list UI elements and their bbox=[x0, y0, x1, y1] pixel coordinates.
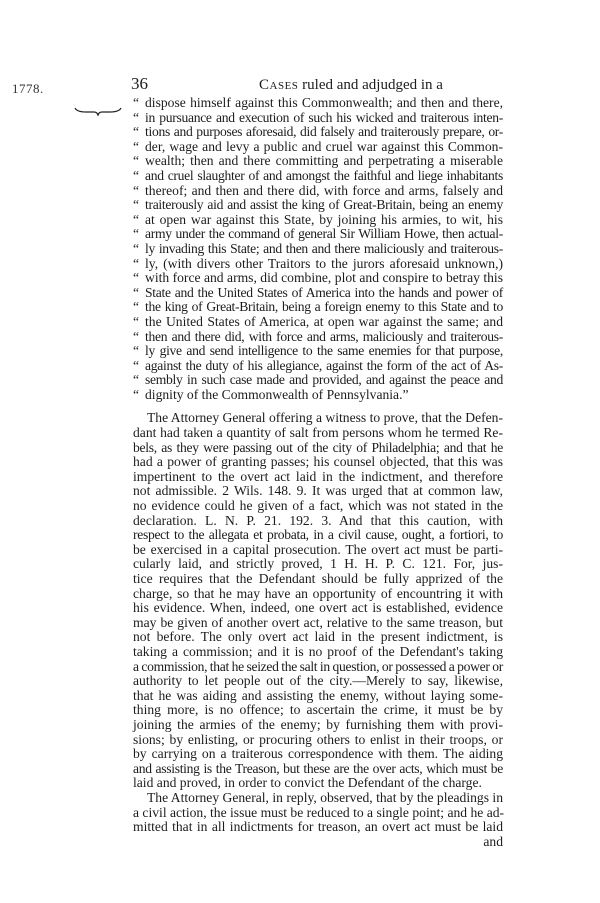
line-text: ly invading this State; and then and there maliciously and traiterous- bbox=[145, 240, 503, 256]
line-text: no evidence could he given of a fact, which was not stated in the bbox=[133, 498, 503, 514]
text-line bbox=[133, 528, 503, 543]
line-text: impertinent to the overt act laid in the indictment, and therefore bbox=[133, 468, 503, 484]
text-line bbox=[133, 470, 503, 485]
quote-mark: “ bbox=[133, 211, 140, 227]
paragraph-1 bbox=[133, 411, 503, 790]
margin-brace-icon bbox=[74, 106, 122, 116]
quote-mark: “ bbox=[133, 328, 139, 344]
running-head bbox=[259, 76, 443, 94]
quote-mark: “ bbox=[133, 226, 139, 242]
text-line bbox=[133, 426, 503, 441]
text-line bbox=[133, 184, 503, 199]
line-text: the United States of America, at open war against the same; and bbox=[145, 313, 503, 329]
text-line bbox=[133, 484, 503, 499]
quote-mark: “ bbox=[133, 372, 139, 388]
paragraph-2 bbox=[133, 791, 503, 835]
text-line bbox=[133, 645, 503, 660]
quote-mark: “ bbox=[133, 313, 140, 329]
line-text: authority to let people out of the city.—Merely to say, likewise, bbox=[133, 673, 503, 689]
text-line bbox=[133, 514, 503, 529]
quote-mark: “ bbox=[133, 182, 140, 198]
quote-mark: “ bbox=[133, 240, 139, 256]
text-line bbox=[133, 169, 503, 184]
line-text: ly, (with divers other Traitors to the jurors aforesaid unknown,) bbox=[145, 255, 503, 271]
text-line bbox=[133, 271, 503, 286]
margin-note: 1778. bbox=[12, 81, 44, 96]
line-text: not admissible. 2 Wils. 148. 9. It was urged that at common law, bbox=[133, 483, 503, 499]
text-line bbox=[133, 499, 503, 514]
line-text: that he was aiding and assisting the enemy, without laying some- bbox=[133, 687, 503, 703]
line-text: may be given of another overt act, relative to the same treason, but bbox=[133, 614, 503, 630]
quote-mark: “ bbox=[133, 197, 139, 213]
line-text: The Attorney General offering a witness to prove, that the Defen- bbox=[147, 410, 503, 426]
line-text: had a power of granting passes; his counsel objected, that this was bbox=[133, 454, 503, 470]
text-line bbox=[133, 616, 503, 631]
text-line bbox=[133, 300, 503, 315]
running-head-rest: ruled and adjudged in a bbox=[298, 77, 443, 93]
text-line bbox=[133, 441, 503, 456]
quote-mark: “ bbox=[133, 138, 140, 154]
line-text: traiterously aid and assist the king of Great-Britain, being an enemy bbox=[145, 197, 503, 213]
text-line bbox=[133, 747, 503, 762]
line-text: dignity of the Commonwealth of Pennsylvania.” bbox=[145, 386, 409, 402]
line-text: sembly in such case made and provided, and against the peace and bbox=[145, 372, 503, 388]
text-line bbox=[133, 198, 503, 213]
quote-mark: “ bbox=[133, 343, 139, 359]
text-line bbox=[133, 257, 503, 272]
text-line bbox=[133, 660, 503, 675]
text-line bbox=[133, 154, 503, 169]
line-text: in pursuance and execution of such his wicked and traiterous inten- bbox=[145, 109, 503, 125]
line-text: dispose himself against this Commonwealth; and then and there, bbox=[145, 95, 503, 110]
quote-mark: “ bbox=[133, 153, 140, 169]
line-text: respect to the allegata et probata, in a civil cause, ought, a fortiori, to bbox=[133, 527, 503, 543]
line-text: taking a commission; and it is no proof of the Defendant's taking bbox=[133, 643, 503, 659]
line-text: dant had taken a quantity of salt from persons whom he termed Re- bbox=[133, 425, 503, 441]
quote-mark: “ bbox=[133, 167, 139, 183]
text-line bbox=[133, 587, 503, 602]
text-line bbox=[133, 733, 503, 748]
line-text: State and the United States of America into the hands and power of bbox=[145, 284, 503, 300]
text-line bbox=[133, 411, 503, 426]
line-text: thereof; and then and there did, with force and arms, falsely and bbox=[145, 182, 503, 198]
text-line bbox=[133, 718, 503, 733]
quote-mark: “ bbox=[133, 386, 140, 402]
text-line bbox=[133, 820, 503, 835]
line-text: charge, so that he may have an opportunity of encountring it with bbox=[133, 585, 503, 601]
text-line bbox=[133, 762, 503, 777]
text-line bbox=[133, 242, 503, 257]
text-line bbox=[133, 388, 503, 403]
line-text: sions; by enlisting, or procuring others to enlist in their troops, or bbox=[133, 731, 503, 747]
line-text: be exercised in a capital prosecution. The overt act must be parti- bbox=[133, 541, 503, 557]
line-text: bels, as they were passing out of the city of Philadelphia; and that he bbox=[133, 439, 503, 455]
line-text: and cruel slaughter of and amongst the faithful and liege inhabitants bbox=[145, 167, 503, 183]
text-line bbox=[133, 111, 503, 126]
text-line bbox=[133, 213, 503, 228]
quoted-indictment bbox=[133, 96, 503, 402]
text-line bbox=[133, 703, 503, 718]
quote-mark: “ bbox=[133, 109, 139, 125]
text-line bbox=[133, 674, 503, 689]
line-text: tions and purposes aforesaid, did falsely and traiterously prepare, or- bbox=[145, 124, 503, 140]
catchword: and bbox=[483, 833, 503, 849]
text-line bbox=[133, 630, 503, 645]
line-text: with force and arms, did combine, plot and conspire to betray this bbox=[145, 270, 503, 286]
page-header bbox=[131, 74, 501, 94]
line-text: declaration. L. N. P. 21. 192. 3. And that this caution, with bbox=[133, 512, 503, 528]
line-text: wealth; then and there committing and perpetrating a miserable bbox=[145, 153, 503, 169]
text-line bbox=[133, 572, 503, 587]
text-line bbox=[133, 373, 503, 388]
line-text: ly give and send intelligence to the same enemies for that purpose, bbox=[145, 343, 503, 359]
quote-mark: “ bbox=[133, 124, 139, 140]
line-text: army under the command of general Sir William Howe, then actual- bbox=[145, 226, 503, 242]
line-text: a commission, that he seized the salt in question, or possessed a power or bbox=[133, 658, 503, 674]
line-text: his evidence. When, indeed, one overt act is established, evidence bbox=[133, 600, 503, 616]
page-number: 36 bbox=[131, 74, 148, 93]
line-text: then and there did, with force and arms, maliciously and traiterous- bbox=[145, 328, 503, 344]
line-text: by carrying on a traiterous correspondence with them. The aiding bbox=[133, 746, 503, 762]
quote-mark: “ bbox=[133, 357, 139, 373]
line-text: and assisting is the Treason, but these are the over acts, which must be bbox=[133, 760, 503, 776]
text-line bbox=[133, 227, 503, 242]
line-text: the king of Great-Britain, being a foreign enemy to this State and to bbox=[145, 299, 503, 315]
text-line bbox=[133, 806, 503, 821]
quote-mark: “ bbox=[133, 95, 140, 110]
line-text: der, wage and levy a public and cruel war against this Common- bbox=[145, 138, 503, 154]
line-text: tice requires that the Defendant should be fully apprized of the bbox=[133, 571, 503, 586]
text-line bbox=[133, 791, 503, 806]
line-text: not before. The only overt act laid in the present indictment, is bbox=[133, 629, 503, 645]
line-text: against the duty of his allegiance, against the form of the act of As- bbox=[145, 357, 503, 373]
line-text: laid and proved, in order to convict the Defendant of the charge. bbox=[133, 775, 482, 791]
text-line bbox=[133, 689, 503, 704]
text-line bbox=[133, 543, 503, 558]
text-line bbox=[133, 125, 503, 140]
text-line bbox=[133, 455, 503, 470]
text-line bbox=[133, 557, 503, 572]
text-line bbox=[133, 601, 503, 616]
line-text: joining the armies of the enemy; by furnishing them with provi- bbox=[133, 716, 503, 732]
line-text: thing more, is no offence; to ascertain the crime, it must be by bbox=[133, 702, 503, 718]
text-line bbox=[133, 330, 503, 345]
text-line bbox=[133, 359, 503, 374]
text-column bbox=[133, 96, 503, 849]
line-text: The Attorney General, in reply, observed, that by the pleadings in bbox=[147, 789, 503, 805]
quote-mark: “ bbox=[133, 255, 140, 271]
quote-mark: “ bbox=[133, 284, 139, 300]
text-line bbox=[133, 344, 503, 359]
line-text: mitted that in all indictments for treason, an overt act must be laid bbox=[133, 819, 503, 835]
text-line bbox=[133, 315, 503, 330]
text-line bbox=[133, 286, 503, 301]
line-text: a civil action, the issue must be reduced to a single point; and he ad- bbox=[133, 804, 505, 820]
quote-mark: “ bbox=[133, 270, 140, 286]
running-head-caps: Cases bbox=[259, 77, 299, 93]
text-line bbox=[133, 776, 503, 791]
text-line bbox=[133, 96, 503, 111]
line-text: at open war against this State, by joining his armies, to wit, his bbox=[145, 211, 503, 227]
quote-mark: “ bbox=[133, 299, 139, 315]
line-text: cularly laid, and strictly proved, 1 H. H. P. C. 121. For, jus- bbox=[133, 556, 503, 572]
text-line bbox=[133, 140, 503, 155]
